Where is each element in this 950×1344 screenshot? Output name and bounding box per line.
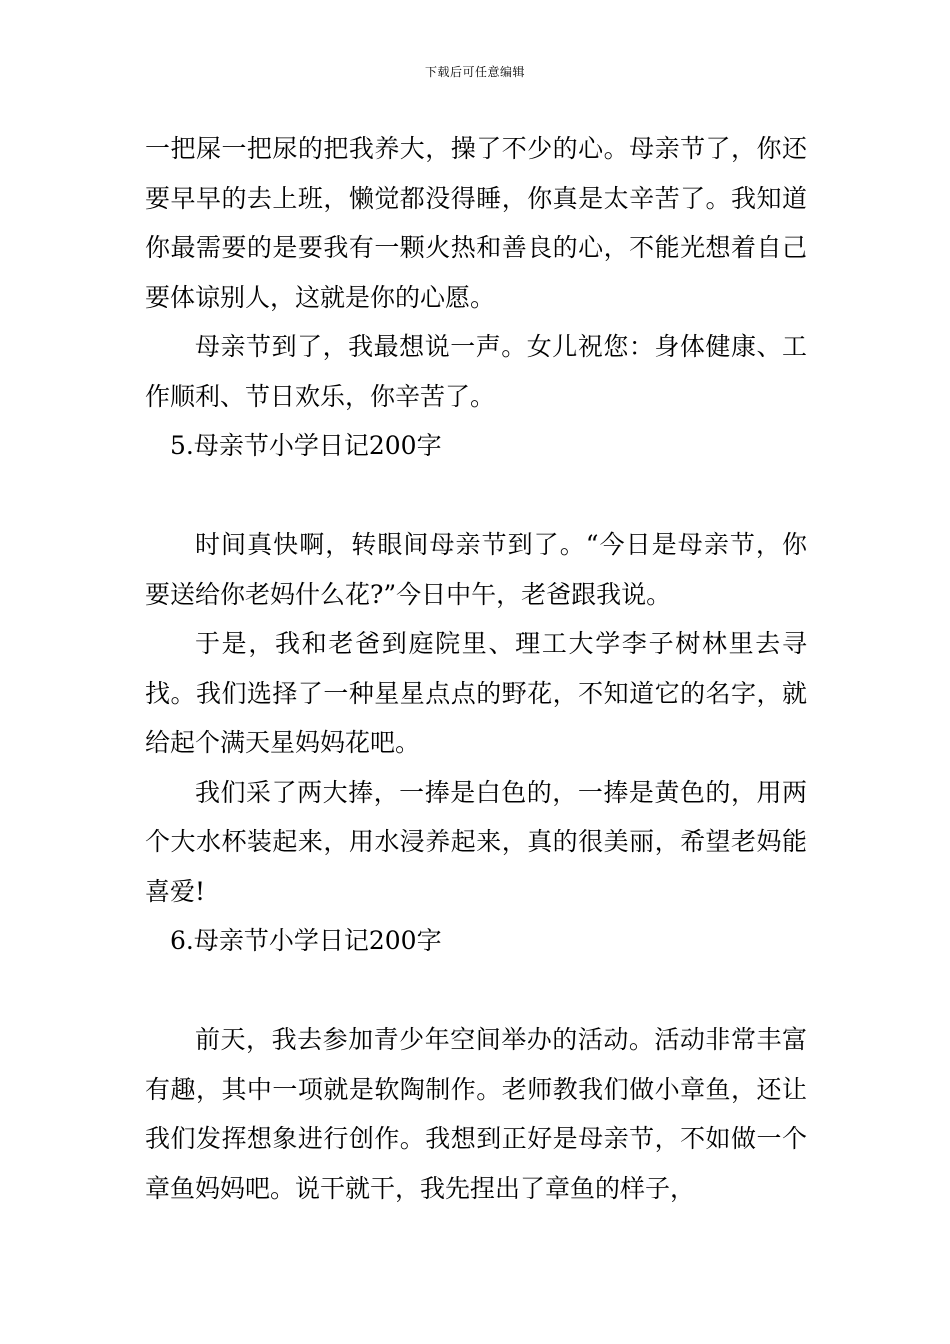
section-heading-6: 6.母亲节小学日记200字 xyxy=(170,926,442,955)
blank-line xyxy=(145,471,807,521)
document-body xyxy=(145,124,807,1213)
section-heading-5: 5.母亲节小学日记200字 xyxy=(170,431,442,460)
paragraph-clay-octopus: 前天，我去参加青少年空间举办的活动。活动非常丰富有趣，其中一项就是软陶制作。老师教我们做小章鱼，还让我们发挥想象进行创作。我想到正好是母亲节，不如做一个章鱼妈妈吧。说干就干，我先捏出了章鱼的样子， xyxy=(145,1025,807,1203)
page-header-note: 下载后可任意编辑 xyxy=(424,65,525,79)
paragraph-continued: 一把屎一把尿的把我养大，操了不少的心。母亲节了，你还要早早的去上班，懒觉都没得睡，你真是太辛苦了。我知道你最需要的是要我有一颗火热和善良的心，不能光想着自己要体谅别人，这就是你的心愿。 xyxy=(145,134,807,312)
paragraph-search-flowers: 于是，我和老爸到庭院里、理工大学李子树林里去寻找。我们选择了一种星星点点的野花，不知道它的名字，就给起个满天星妈妈花吧。 xyxy=(145,629,807,757)
paragraph-time-flies: 时间真快啊，转眼间母亲节到了。“今日是母亲节，你要送给你老妈什么花?”今日中午，老爸跟我说。 xyxy=(145,530,807,609)
paragraph-two-bunches: 我们采了两大捧，一捧是白色的，一捧是黄色的，用两个大水杯装起来，用水浸养起来，真的很美丽，希望老妈能喜爱! xyxy=(145,777,807,906)
paragraph-wishes: 母亲节到了，我最想说一声。女儿祝您：身体健康、工作顺利、节日欢乐，你辛苦了。 xyxy=(145,332,807,411)
blank-line xyxy=(145,966,807,1016)
